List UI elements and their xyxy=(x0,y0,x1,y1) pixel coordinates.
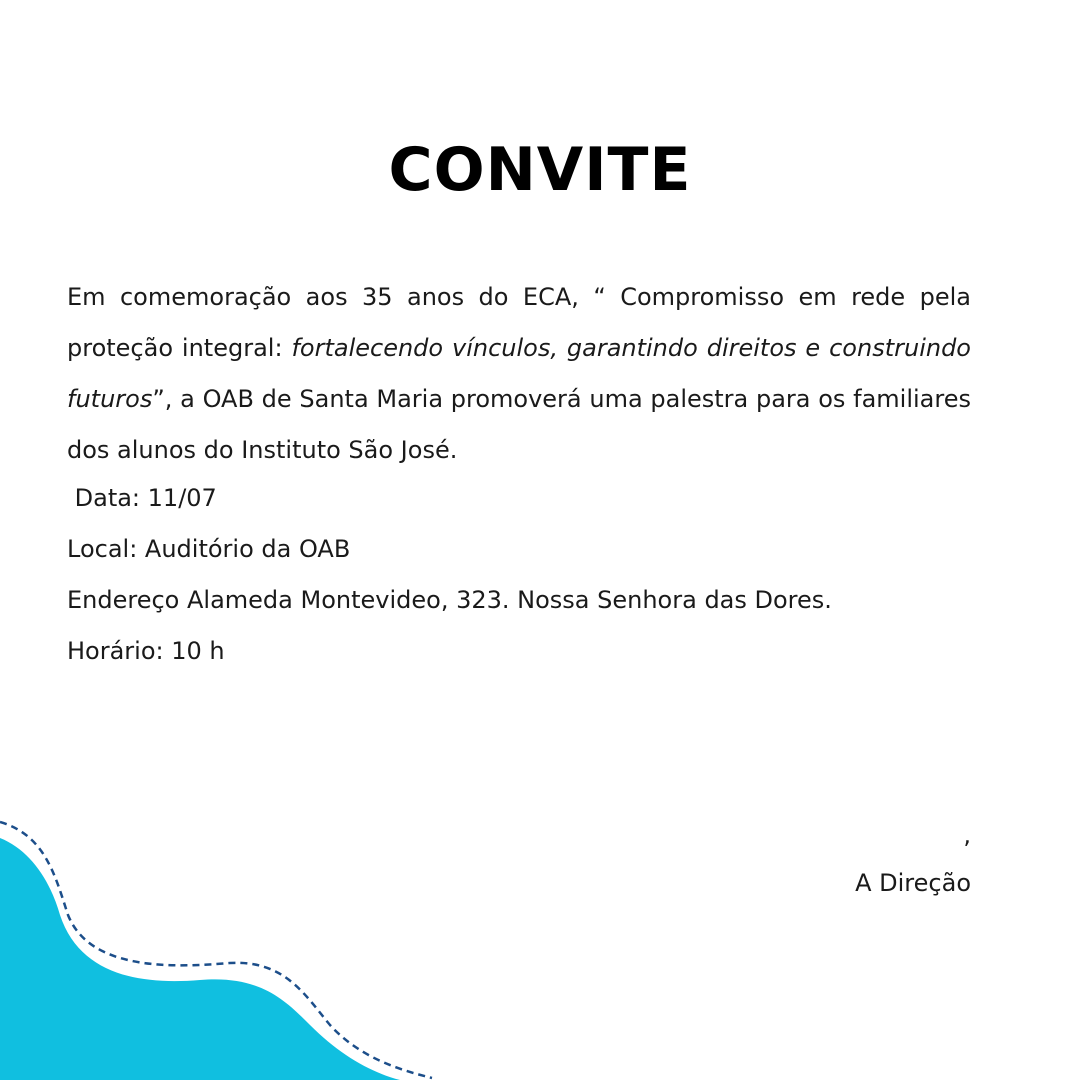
event-time: Horário: 10 h xyxy=(67,637,225,665)
page-title: CONVITE xyxy=(388,135,692,205)
event-location: Local: Auditório da OAB xyxy=(67,535,351,563)
event-date: Data: 11/07 xyxy=(67,484,217,512)
paragraph-intro: Em comemoração aos 35 anos do ECA, “ Compromisso em rede pela proteção integral: xyxy=(67,283,971,362)
paragraph-theme-italic: fortalecendo vínculos, garantindo direitos e construindo futuros xyxy=(67,334,971,413)
event-address: Endereço Alameda Montevideo, 323. Nossa Senhora das Dores. xyxy=(67,586,832,614)
wave-shape xyxy=(0,838,400,1080)
decorative-wave xyxy=(0,800,460,1080)
signature-comma: , xyxy=(963,821,971,849)
signature-name: A Direção xyxy=(855,869,971,897)
invitation-paragraph xyxy=(67,272,971,476)
paragraph-rest: ”, a OAB de Santa Maria promoverá uma palestra para os familiares dos alunos do Instituto São José. xyxy=(67,385,971,464)
